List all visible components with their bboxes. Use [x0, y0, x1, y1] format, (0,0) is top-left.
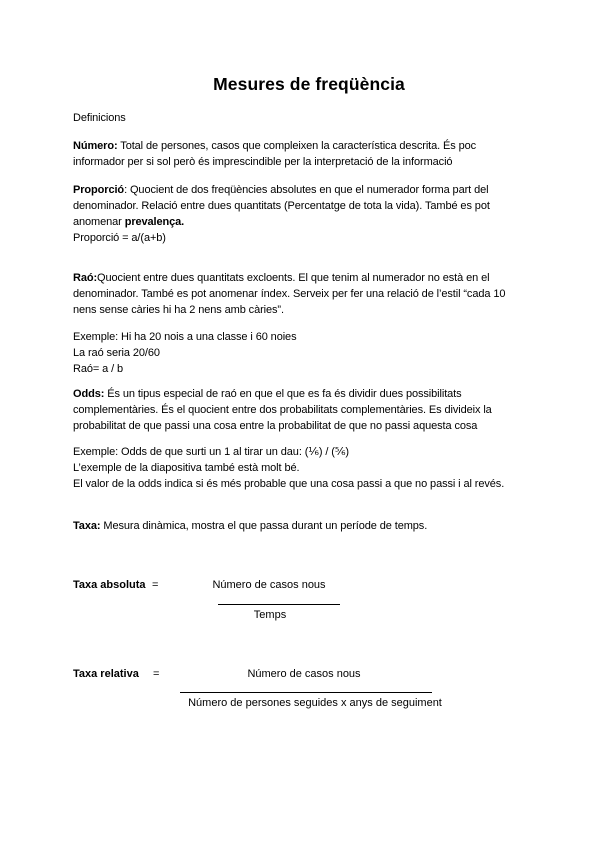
definitions-heading-text: Definicions [73, 112, 126, 124]
numero-line-1 [73, 138, 543, 154]
rao-text-1: Quocient entre dues quantitats excloents. El que tenim al numerador no està en el [97, 272, 490, 284]
odds-example-3: El valor de la odds indica si és més probable que una cosa passi a que no passi i al revés. [73, 478, 505, 490]
taxa-absoluta-numerator: Número de casos nous [212, 579, 326, 591]
numero-term: Número: [73, 140, 118, 152]
taxa-text: Mesura dinàmica, mostra el que passa durant un període de temps. [100, 520, 428, 532]
proporcio-definition [73, 182, 543, 246]
rao-example [73, 329, 543, 377]
taxa-line-1 [73, 518, 543, 534]
proporcio-line-1 [73, 182, 543, 198]
rao-line-1 [73, 270, 543, 286]
taxa-absoluta-equals: = [152, 579, 159, 591]
page-title: Mesures de freqüència [213, 74, 405, 94]
rao-line-2: denominador. També es pot anomenar índex. Serveix per fer una relació de l’estil “cada 10 [73, 288, 506, 300]
taxa-definition [73, 518, 543, 534]
taxa-absoluta-denominator: Temps [253, 609, 287, 621]
odds-term: Odds: [73, 388, 105, 400]
rao-example-3: Raó= a / b [73, 363, 124, 375]
proporcio-text-3: anomenar [73, 216, 125, 228]
odds-line-3: probabilitat de que passi una cosa entre la probabilitat de que no passi aquesta cosa [73, 420, 478, 432]
taxa-relativa-equals: = [153, 668, 160, 680]
odds-line-2: complementàries. És el quocient entre dos probabilitats complementàries. Es divideix la [73, 404, 492, 416]
taxa-relativa-numerator: Número de casos nous [247, 668, 361, 680]
rao-example-1: Exemple: Hi ha 20 nois a una classe i 60 noies [73, 331, 297, 343]
proporcio-line-2: denominador. Relació entre dues quantitats (Percentatge de tota la vida). També es pot [73, 200, 490, 212]
odds-example-2: L’exemple de la diapositiva també està molt bé. [73, 462, 300, 474]
proporcio-line-3 [73, 214, 543, 230]
odds-example [73, 444, 543, 492]
proporcio-formula: Proporció = a/(a+b) [73, 232, 166, 244]
numero-text-1: Total de persones, casos que compleixen la característica descrita. És poc [117, 140, 477, 152]
taxa-term: Taxa: [73, 520, 101, 532]
numero-line-2: informador per si sol però és imprescindible per la interpretació de la informació [73, 156, 453, 168]
odds-text-1: És un tipus especial de raó en que el que es fa és dividir dues possibilitats [104, 388, 462, 400]
definitions-heading [73, 110, 543, 126]
taxa-absoluta-label: Taxa absoluta [73, 579, 146, 591]
taxa-absoluta-fraction-bar [218, 604, 340, 605]
rao-line-3: nens sense càries hi ha 2 nens amb càries”. [73, 304, 284, 316]
prevalenca-term: prevalença. [124, 216, 185, 228]
odds-line-1 [73, 386, 543, 402]
proporcio-term: Proporció [73, 184, 125, 196]
taxa-relativa-denominator: Número de persones seguides x anys de seguiment [188, 697, 442, 709]
rao-definition [73, 270, 543, 318]
proporcio-text-1: : Quocient de dos freqüències absolutes en que el numerador forma part del [124, 184, 489, 196]
taxa-relativa-fraction-bar [180, 692, 432, 693]
rao-term: Raó: [73, 272, 98, 284]
odds-definition [73, 386, 543, 434]
taxa-relativa-label: Taxa relativa [73, 668, 139, 680]
odds-example-1: Exemple: Odds de que surti un 1 al tirar un dau: (⅙) / (⅚) [73, 446, 349, 458]
numero-definition [73, 138, 543, 170]
rao-example-2: La raó seria 20/60 [73, 347, 160, 359]
